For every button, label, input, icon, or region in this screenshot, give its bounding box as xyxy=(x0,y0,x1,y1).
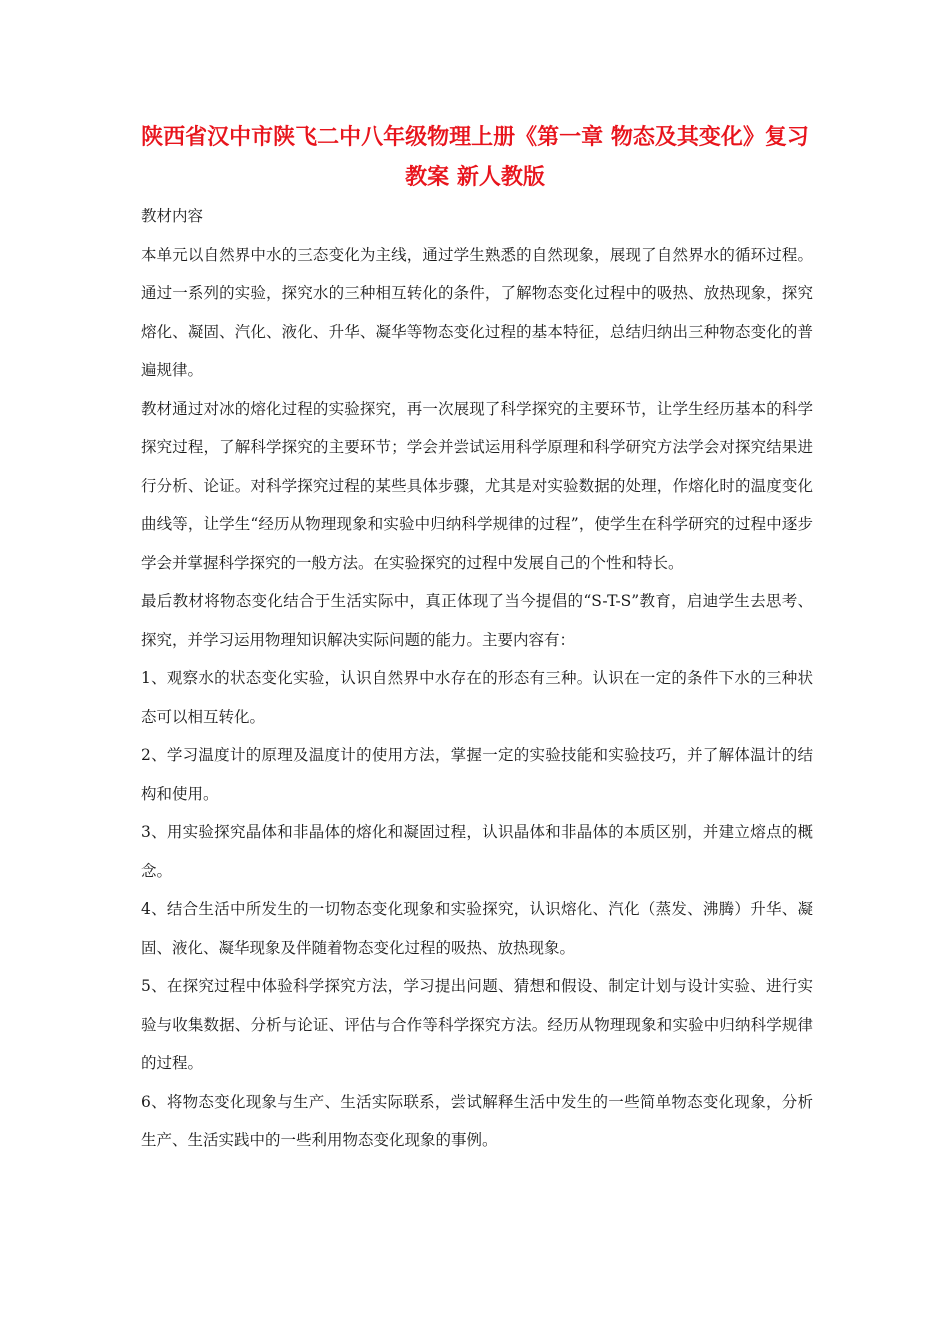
section-heading: 教材内容 xyxy=(141,207,204,225)
document-title: 陕西省汉中市陕飞二中八年级物理上册《第一章 物态及其变化》复习教案 新人教版 xyxy=(141,125,809,190)
list-item: 1、观察水的状态变化实验，认识自然界中水存在的形态有三种。认识在一定的条件下水的三种状态可以相互转化。 xyxy=(141,669,813,726)
list-item: 2、学习温度计的原理及温度计的使用方法，掌握一定的实验技能和实验技巧，并了解体温计的结构和使用。 xyxy=(141,746,813,803)
paragraph: 教材通过对冰的熔化过程的实验探究，再一次展现了科学探究的主要环节，让学生经历基本的科学探究过程，了解科学探究的主要环节；学会并尝试运用科学原理和科学研究方法学会对探究结果进行分析、论证。对科学探究过程的某些具体步骤，尤其是对实验数据的处理，作熔化时的温度变化曲线等，让学生“经历从物理现象和实验中归纳科学规律的过程”，使学生在科学研究的过程中逐步学会并掌握科学探究的一般方法。在实验探究的过程中发展自己的个性和特长。 xyxy=(141,399,813,572)
paragraph: 本单元以自然界中水的三态变化为主线，通过学生熟悉的自然现象，展现了自然界水的循环过程。通过一系列的实验，探究水的三种相互转化的条件，了解物态变化过程中的吸热、放热现象，探究熔化、凝固、汽化、液化、升华、凝华等物态变化过程的基本特征，总结归纳出三种物态变化的普遍规律。 xyxy=(141,245,813,379)
paragraph: 最后教材将物态变化结合于生活实际中，真正体现了当今提倡的“S-T-S”教育，启迪学生去思考、探究，并学习运用物理知识解决实际问题的能力。主要内容有： xyxy=(141,592,813,649)
list-item: 4、结合生活中所发生的一切物态变化现象和实验探究，认识熔化、汽化（蒸发、沸腾）升华、凝固、液化、凝华现象及伴随着物态变化过程的吸热、放热现象。 xyxy=(141,900,813,957)
list-item: 3、用实验探究晶体和非晶体的熔化和凝固过程，认识晶体和非晶体的本质区别，并建立熔点的概念。 xyxy=(141,823,813,880)
list-item: 5、在探究过程中体验科学探究方法，学习提出问题、猜想和假设、制定计划与设计实验、进行实验与收集数据、分析与论证、评估与合作等科学探究方法。经历从物理现象和实验中归纳科学规律的过程。 xyxy=(141,977,813,1072)
document-body xyxy=(141,197,813,1160)
list-item: 6、将物态变化现象与生产、生活实际联系，尝试解释生活中发生的一些简单物态变化现象，分析生产、生活实践中的一些利用物态变化现象的事例。 xyxy=(141,1092,813,1149)
